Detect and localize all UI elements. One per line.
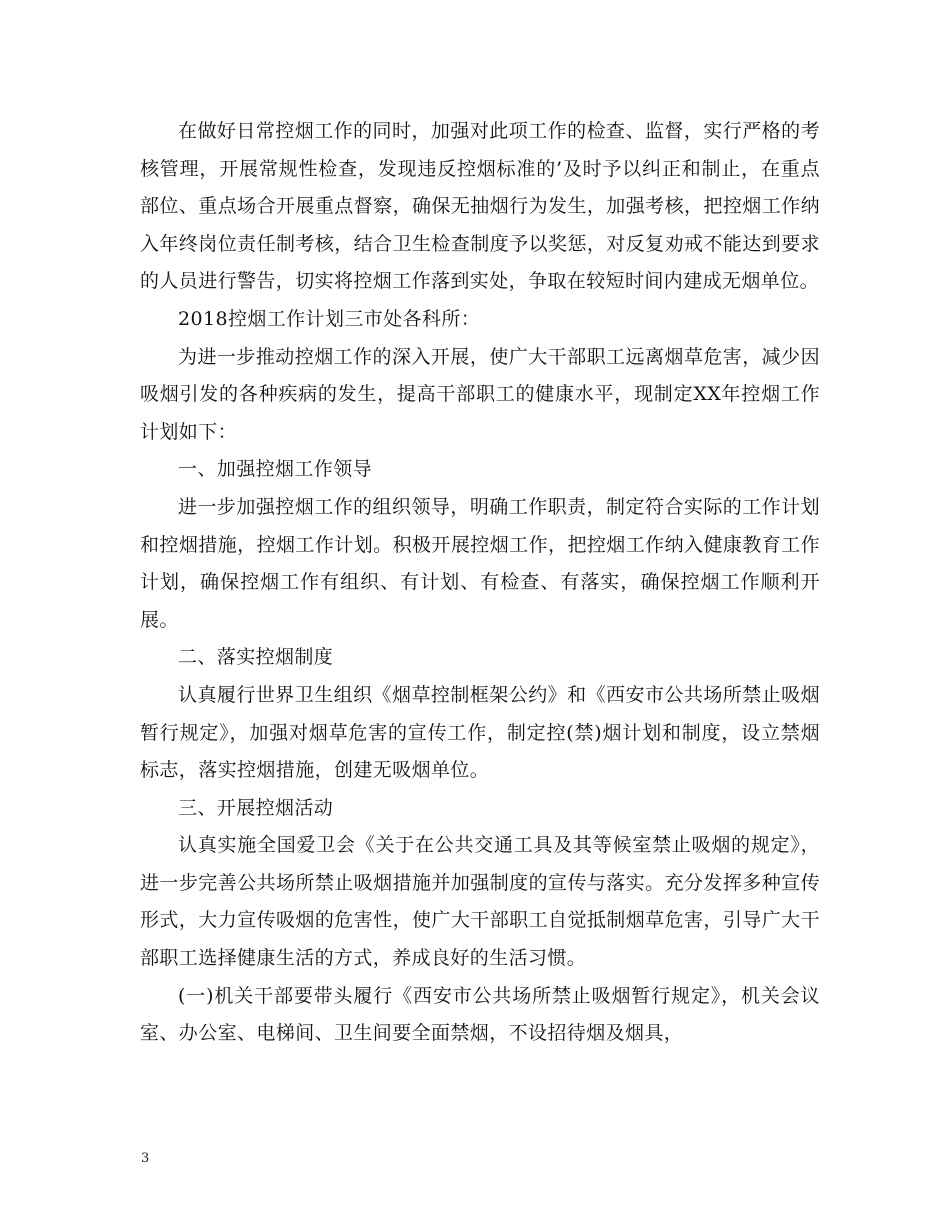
paragraph: 2018控烟工作计划三市处各科所： bbox=[178, 307, 481, 330]
document-body bbox=[140, 113, 820, 1053]
section-heading: 三、开展控烟活动 bbox=[178, 796, 334, 819]
paragraph: 进一步加强控烟工作的组织领导，明确工作职责，制定符合实际的工作计划和控烟措施，控烟工作计划。积极开展控烟工作，把控烟工作纳入健康教育工作计划，确保控烟工作有组织、有计划、有检查、有落实，确保控烟工作顺利开展。 bbox=[140, 495, 820, 631]
paragraph: 为进一步推动控烟工作的深入开展，使广大干部职工远离烟草危害，减少因吸烟引发的各种疾病的发生，提高干部职工的健康水平，现制定XX年控烟工作计划如下： bbox=[140, 345, 820, 443]
paragraph: 认真履行世界卫生组织《烟草控制框架公约》和《西安市公共场所禁止吸烟暂行规定》，加强对烟草危害的宣传工作，制定控(禁)烟计划和制度，设立禁烟标志，落实控烟措施，创建无吸烟单位。 bbox=[140, 683, 820, 782]
section-heading: 一、加强控烟工作领导 bbox=[178, 458, 373, 481]
section-heading: 二、落实控烟制度 bbox=[178, 646, 334, 669]
paragraph: (一)机关干部要带头履行《西安市公共场所禁止吸烟暂行规定》，机关会议室、办公室、电梯间、卫生间要全面禁烟，不设招待烟及烟具， bbox=[140, 984, 820, 1045]
paragraph: 在做好日常控烟工作的同时，加强对此项工作的检查、监督，实行严格的考核管理，开展常规性检查，发现违反控烟标准的’及时予以纠正和制止，在重点部位、重点场合开展重点督察，确保无抽烟行为发生，加强考核，把控烟工作纳入年终岗位责任制考核，结合卫生检查制度予以奖惩，对反复劝戒不能达到要求的人员进行警告，切实将控烟工作落到实处，争取在较短时间内建成无烟单位。 bbox=[140, 120, 820, 293]
page-number: 3 bbox=[141, 1151, 150, 1166]
paragraph: 认真实施全国爱卫会《关于在公共交通工具及其等候室禁止吸烟的规定》，进一步完善公共场所禁止吸烟措施并加强制度的宣传与落实。充分发挥多种宣传形式，大力宣传吸烟的危害性，使广大干部职工自觉抵制烟草危害，引导广大干部职工选择健康生活的方式，养成良好的生活习惯。 bbox=[140, 834, 820, 970]
